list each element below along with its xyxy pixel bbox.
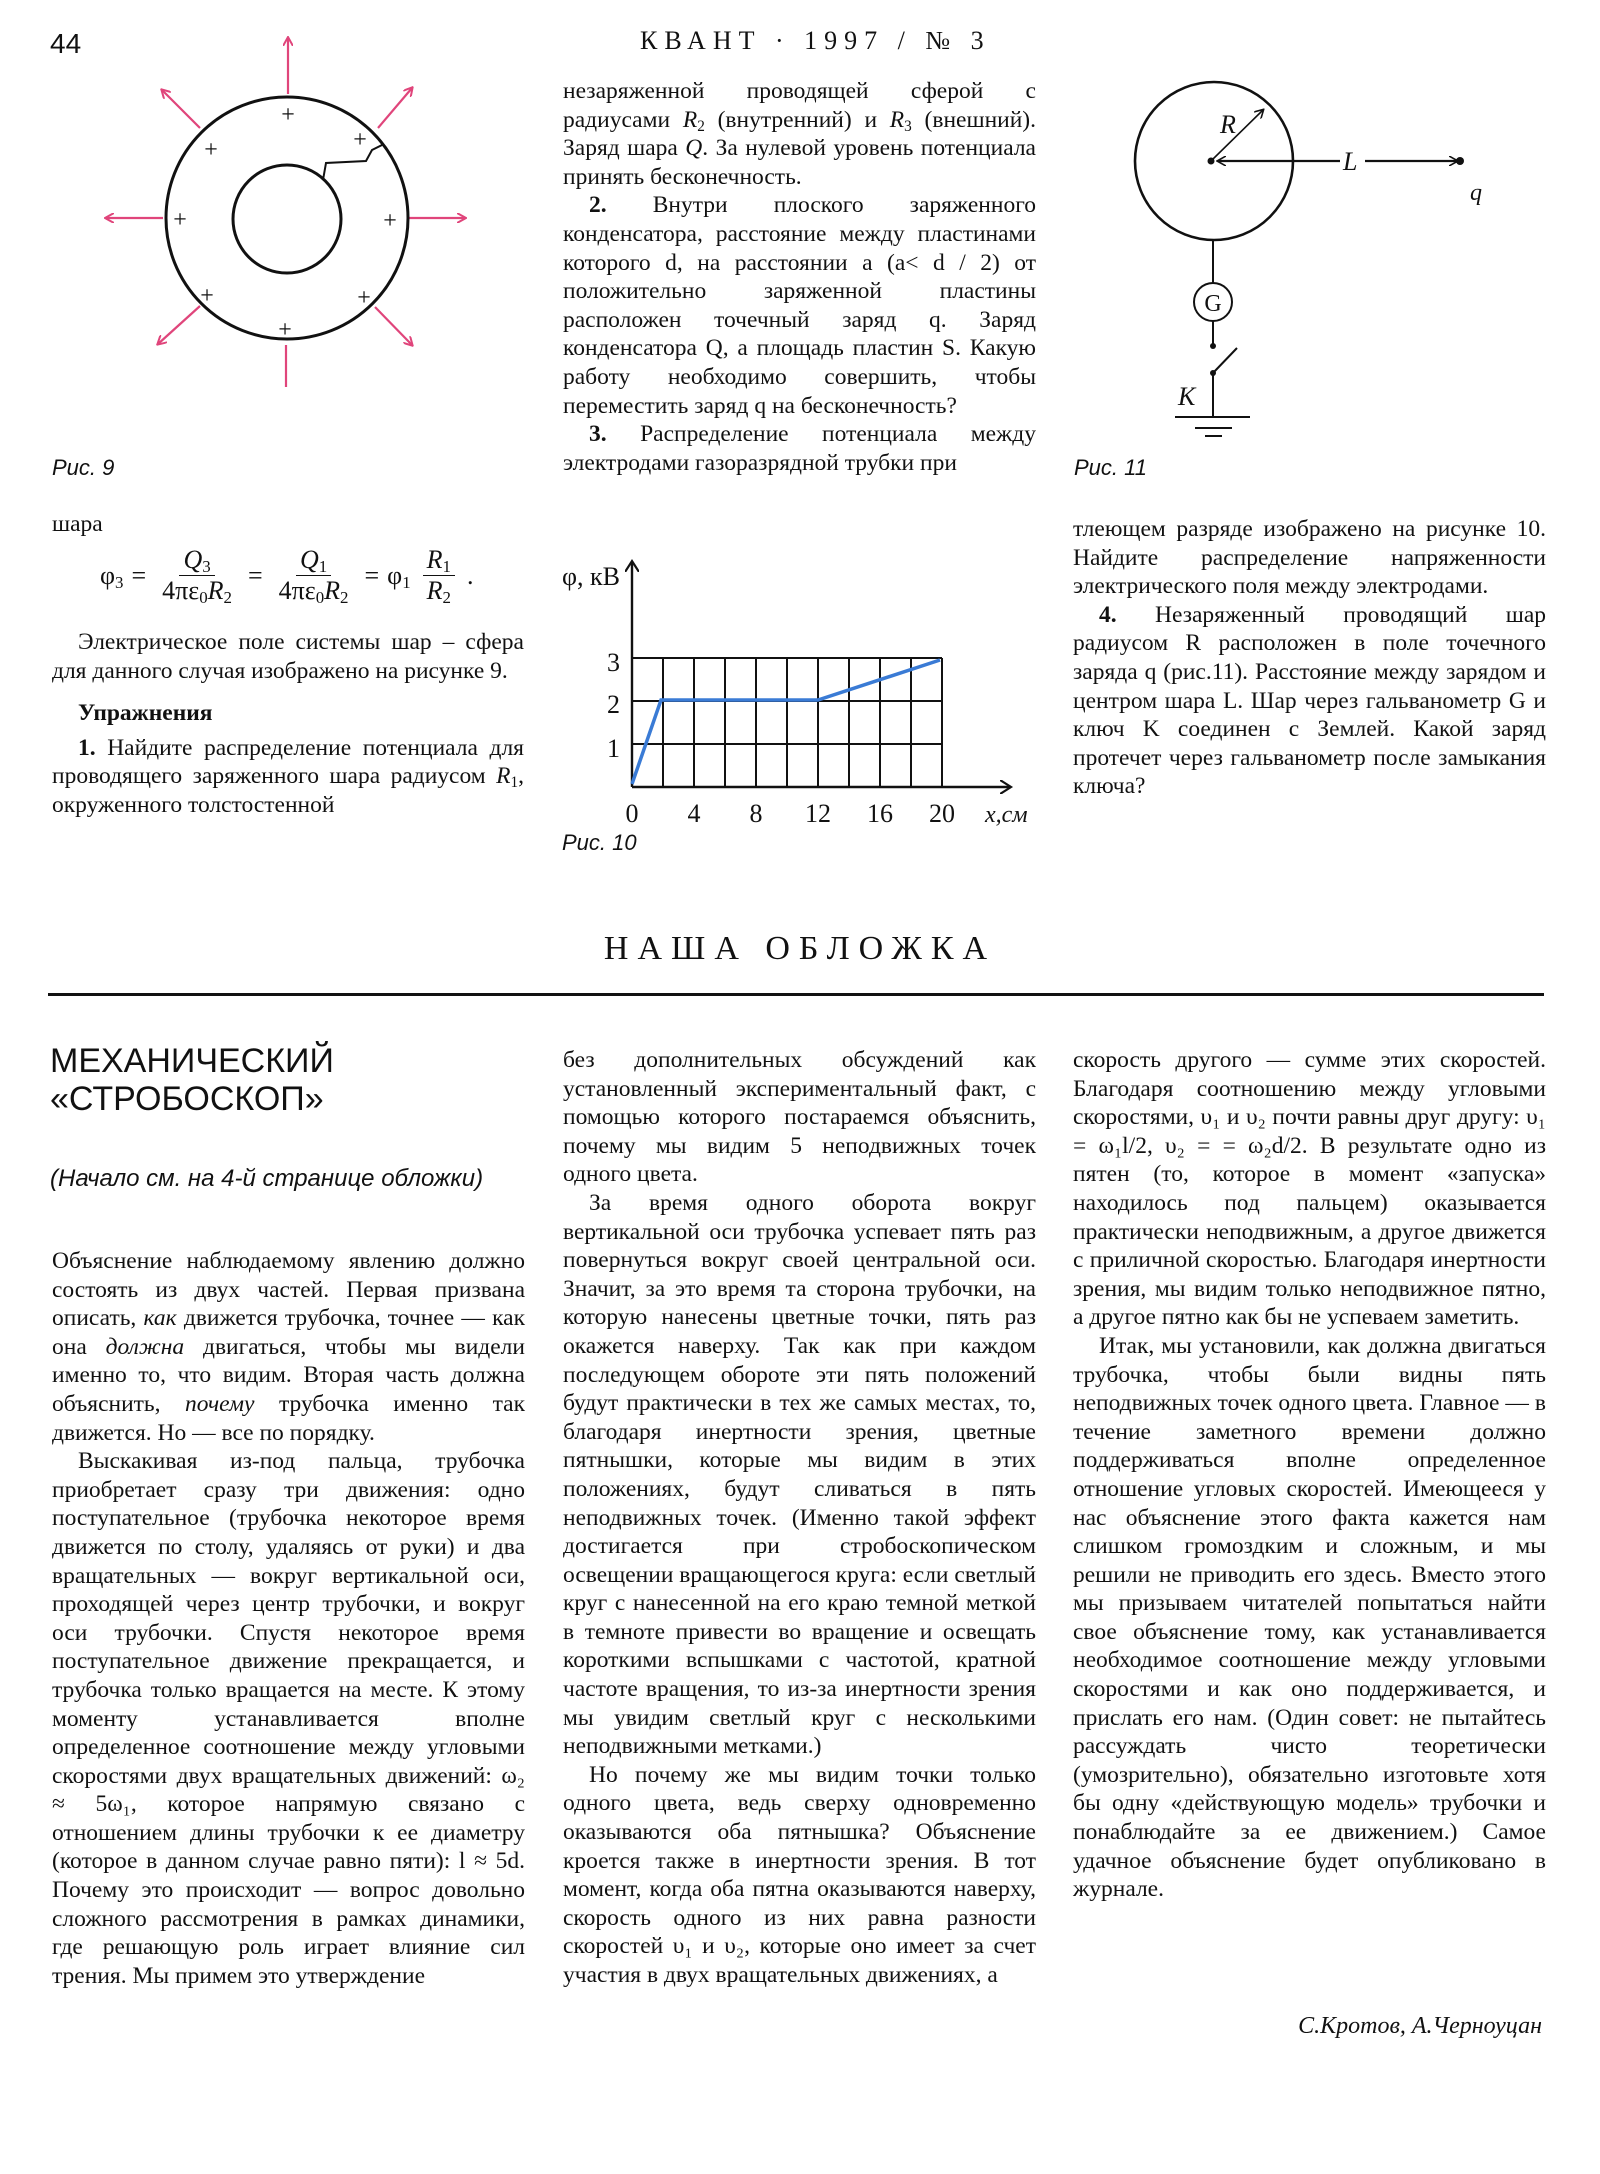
svg-text:+: +	[173, 207, 187, 233]
paragraph: Электрическое поле системы шар – сфера для данного случая изображено на рисунке 9.	[52, 629, 524, 684]
page-number: 44	[50, 28, 82, 59]
exercise-2: 2. Внутри плоского заряженного конденсатора, расстояние между пластинами которого d, на расстоянии a (a< d / 2) от положительно заряженной пластины расположен точечный заряд q. Заряд конденсатора Q, а площадь пластин S. Какую работу необходимо совершить, чтобы переместить заряд q на бесконечность?	[563, 192, 1036, 419]
svg-text:+: +	[357, 285, 371, 311]
col1-top-body	[52, 628, 524, 820]
col1-top-text	[52, 510, 522, 539]
svg-text:8: 8	[749, 799, 763, 828]
article-col3	[1073, 1046, 1546, 1904]
paragraph: без дополнительных обсуждений как установленный экспериментальный факт, с помощью которого постараемся объяснить, почему мы видим 5 неподвижных точек одного цвета.	[563, 1047, 1036, 1188]
svg-text:20: 20	[929, 799, 955, 828]
exercise-1: 1. Найдите распределение потенциала для проводящего заряженного шара радиусом $R_1$, окруженного толстостенной	[52, 734, 524, 818]
figure-11	[1110, 70, 1510, 450]
exercise-3: 3. Распределение потенциала между электродами газоразрядной трубки при	[563, 421, 1036, 476]
svg-text:+: +	[281, 102, 295, 128]
section-divider	[48, 993, 1544, 996]
svg-text:+: +	[204, 137, 218, 163]
svg-text:K: K	[1178, 382, 1196, 411]
switch-key	[1213, 348, 1237, 373]
figure-9-caption: Рис. 9	[52, 455, 115, 480]
svg-text:+: +	[278, 317, 292, 343]
article-col1	[52, 1247, 525, 1990]
paragraph: тлеющем разряде изображено на рисунке 10. Найдите распределение напряженности электрического поля между электродами.	[1073, 516, 1546, 600]
paragraph: шара	[52, 511, 103, 537]
svg-text:+: +	[200, 283, 214, 309]
article-title: МЕХАНИЧЕСКИЙ «СТРОБОСКОП»	[50, 1042, 334, 1118]
col3-top-text	[1073, 515, 1546, 801]
formula-phi3: $\varphi_3$ = $\frac{Q_3}{4\pi\varepsilon_0R_2}$ = $\frac{Q_1}{4\pi\varepsilon_0R_2}$ = $\varphi_1$ $\frac{R_1}{R_2}$ .	[100, 545, 474, 608]
field-arrows	[106, 38, 465, 345]
svg-text:G: G	[1204, 291, 1222, 317]
col2-top-text	[563, 77, 1036, 477]
svg-text:1: 1	[607, 734, 620, 763]
svg-text:+: +	[383, 208, 397, 234]
svg-text:12: 12	[805, 799, 831, 828]
svg-text:3: 3	[607, 648, 620, 677]
paragraph: Выскакивая из-под пальца, трубочка приобретает сразу три движения: одно поступательное (трубочка некоторое время движется по столу, удаляясь от руки) и два вращательных — вокруг вертикальной оси, проходящей через центр трубочки, и вокруг оси трубочки. Спустя некоторое время поступательное движение прекращается, и трубочка только вращается на месте. К этому моменту устанавливается вполне определенное соотношение между угловыми скоростями двух вращательных движений: ω₂ ≈ 5ω₁, которое напрямую связано с отношением длины трубочки к ее диаметру (которое в данном случае равно пяти): l ≈ 5d. Почему это происходит — вопрос довольно сложного рассмотрения в рамках динамики, где решающую роль играет влияние сил трения. Мы примем это утверждение	[52, 1448, 525, 1989]
svg-text:R: R	[1220, 110, 1236, 139]
grid	[632, 658, 942, 787]
svg-text:q: q	[1470, 180, 1482, 206]
paragraph: незаряженной проводящей сферой с радиусами $R_2$ (внутренний) и $R_3$ (внешний). Заряд шара Q. За нулевой уровень потенциала принять бесконечность.	[563, 78, 1037, 190]
svg-text:16: 16	[867, 799, 893, 828]
svg-text:x,см: x,см	[985, 802, 1028, 828]
running-head: КВАНТ · 1997 / № 3	[640, 26, 991, 55]
svg-text:L: L	[1343, 147, 1358, 176]
exercises-heading: Упражнения	[78, 700, 213, 727]
paragraph: Но почему же мы видим точки только одного цвета, ведь сверху одновременно оказываются оба пятнышка? Объяснение кроется также в инертности зрения. В тот момент, когда оба пятна оказываются наверху, скорость одного из них равна разности скоростей υ₁ и υ₂, которые оно имеет за счет участия в двух вращательных движениях, а	[563, 1761, 1036, 1988]
figure-9	[90, 20, 510, 390]
svg-text:φ, кВ: φ, кВ	[562, 562, 620, 591]
section-title: НАША ОБЛОЖКА	[603, 930, 997, 967]
article-authors: С.Кротов, А.Черноуцан	[1298, 2013, 1542, 2039]
svg-text:4: 4	[687, 799, 701, 828]
ground-icon	[1175, 417, 1250, 436]
paragraph: скорость другого — сумме этих скоростей. Благодаря соотношению между угловыми скоростями, υ₁ и υ₂ почти равны друг другу: υ₁ = ω₁l/2, υ₂ = = ω₂d/2. В результате одно из пятен (то, которое в момент «запуска» находилось под пальцем) оказывается практически неподвижным, а другое движется с приличной скоростью. Благодаря инертности зрения, мы видим только неподвижное пятно, а другое пятно как бы не успеваем заметить.	[1073, 1047, 1546, 1331]
svg-text:0: 0	[625, 799, 639, 828]
point-charge	[1456, 157, 1464, 165]
paragraph: За время одного оборота вокруг вертикальной оси трубочка успевает пять раз повернуться вокруг своей центральной оси. Значит, за это время та сторона трубочки, на которую нанесены цветные точки, пять раз окажется наверху. Так как при каждом последующем обороте эти пять положений будут практически в тех же самых местах, то, благодаря инертности зрения, цветные пятнышки, которые мы видим в этих положениях, будут сливаться в пять неподвижных точек. (Именно такой эффект достигается при стробоскопическом освещении вращающегося круга: если светлый круг с нанесенной на его краю темной меткой в темноте привести во вращение и освещать короткими вспышками с частотой, кратной частоте вращения, то из-за инертности зрения мы увидим светлый круг с несколькими неподвижными метками.)	[563, 1189, 1036, 1760]
inner-ball	[233, 165, 341, 273]
figure-10-caption: Рис. 10	[562, 830, 637, 855]
article-subtitle: (Начало см. на 4-й странице обложки)	[50, 1165, 484, 1192]
figure-10-chart	[550, 550, 1030, 840]
paragraph: Итак, мы установили, как должна двигаться трубочка, чтобы были видны пять неподвижных точек одного цвета. Главное — в течение заметного времени должно поддерживаться вполне определенное отношение угловых скоростей. Имеющееся у нас объяснение этого факта кажется нам слишком громоздким и сложным, и мы решили не приводить его здесь. Вместо этого мы призываем читателей попытаться найти свое объяснение тому, как устанавливается необходимое соотношение между угловыми скоростями и как оно поддерживается, и прислать его нам. (Один совет: не пытайтесь рассуждать чисто теоретически (умозрительно), обязательно изготовьте хотя бы одну «действующую модель» трубочки и понаблюдайте за ее движением.) Самое удачное объяснение будет опубликовано в журнале.	[1073, 1332, 1546, 1903]
svg-text:2: 2	[607, 690, 620, 719]
svg-text:+: +	[353, 127, 367, 153]
article-col2	[563, 1046, 1036, 1990]
figure-11-caption: Рис. 11	[1074, 455, 1147, 480]
paragraph: Объяснение наблюдаемому явлению должно состоять из двух частей. Первая призвана описать, как движется трубочка, точнее — как она должна двигаться, чтобы мы видели именно то, что видим. Вторая часть должна объяснить, почему трубочка именно так движется. Но — все по порядку.	[52, 1248, 526, 1446]
exercise-4: 4. Незаряженный проводящий шар радиусом R расположен в поле точечного заряда q (рис.11). Расстояние между зарядом и центром шара L. Шар через гальванометр G и ключ K соединен с Землей. Какой заряд протечет через гальванометр после замыкания ключа?	[1073, 601, 1546, 800]
